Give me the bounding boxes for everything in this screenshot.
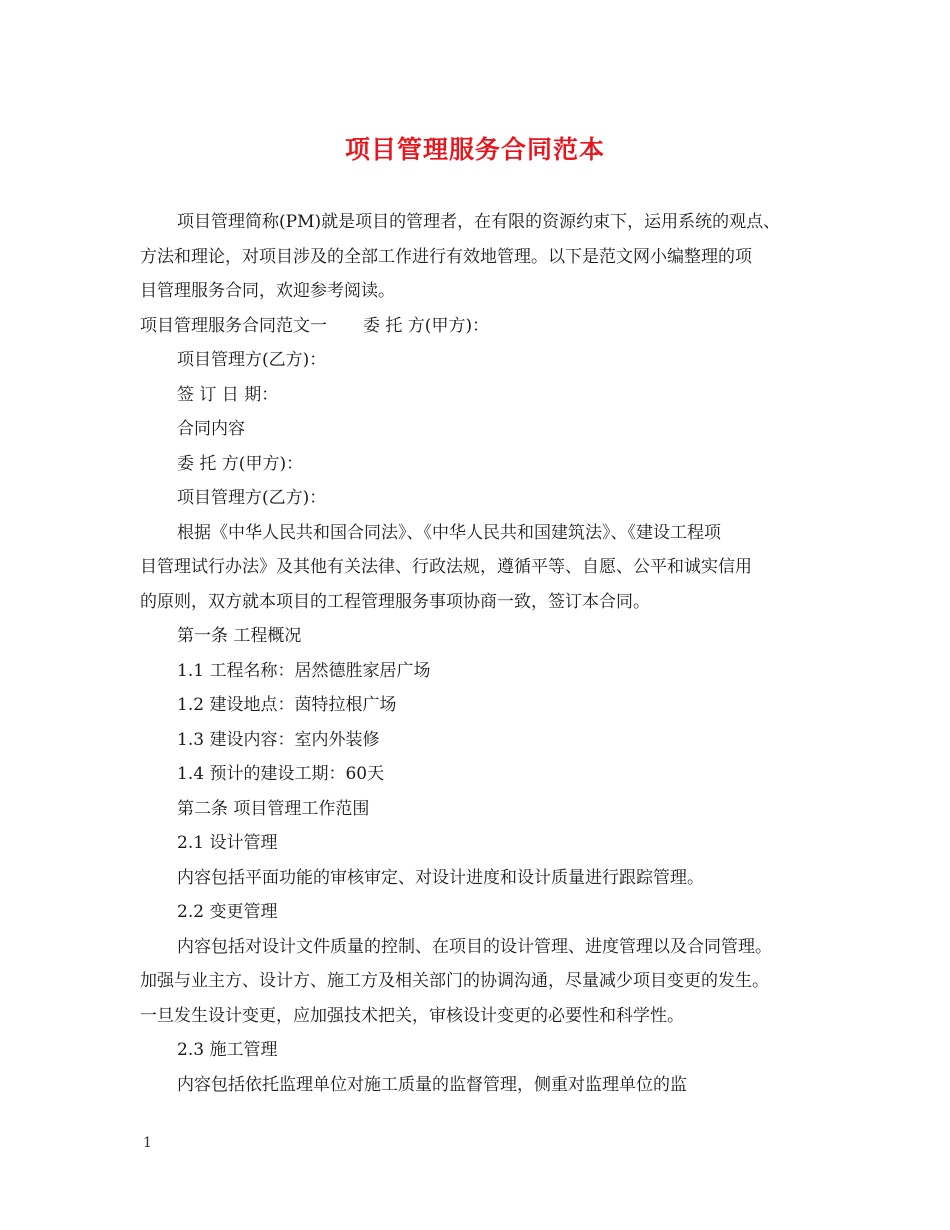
text-line: 方法和理论，对项目涉及的全部工作进行有效地管理。以下是范文网小编整理的项 bbox=[140, 246, 752, 267]
text-line: 1.4 预计的建设工期：60天 bbox=[177, 764, 385, 784]
document-body bbox=[140, 205, 840, 1102]
text-line: 第一条 工程概况 bbox=[177, 626, 302, 646]
text-line: 内容包括对设计文件质量的控制、在项目的设计管理、进度管理以及合同管理。 bbox=[177, 936, 772, 957]
text-line: 根据《中华人民共和国合同法》、《中华人民共和国建筑法》、《建设工程项 bbox=[177, 522, 721, 543]
text-line: 2.3 施工管理 bbox=[177, 1040, 278, 1060]
text-line: 委 托 方(甲方)： bbox=[177, 453, 304, 474]
text-line: 一旦发生设计变更，应加强技术把关，审核设计变更的必要性和科学性。 bbox=[140, 1005, 684, 1026]
text-line: 2.1 设计管理 bbox=[177, 833, 278, 853]
section-heading: 项目管理服务合同范文一 bbox=[140, 315, 327, 336]
text-line: 的原则，双方就本项目的工程管理服务事项协商一致，签订本合同。 bbox=[140, 591, 650, 612]
text-line: 项目管理方(乙方)： bbox=[177, 488, 327, 508]
page-number: 1 bbox=[143, 1135, 152, 1151]
text-line: 1.2 建设地点：茵特拉根广场 bbox=[177, 695, 397, 715]
text-line: 内容包括平面功能的审核审定、对设计进度和设计质量进行跟踪管理。 bbox=[177, 867, 704, 888]
spacer bbox=[327, 309, 363, 344]
document-title: 项目管理服务合同范本 bbox=[344, 135, 605, 164]
text-line: 加强与业主方、设计方、施工方及相关部门的协调沟通，尽量减少项目变更的发生。 bbox=[140, 971, 769, 991]
text-line: 项目管理简称(PM)就是项目的管理者，在有限的资源约束下，运用系统的观点、 bbox=[177, 212, 781, 232]
text-line: 目管理试行办法》及其他有关法律、行政法规，遵循平等、自愿、公平和诚实信用 bbox=[140, 557, 752, 577]
text-line bbox=[140, 309, 840, 344]
text-line: 2.2 变更管理 bbox=[177, 902, 278, 922]
text-line: 第二条 项目管理工作范围 bbox=[177, 798, 370, 819]
text-line: 合同内容 bbox=[177, 419, 245, 439]
text-line: 1.1 工程名称：居然德胜家居广场 bbox=[177, 660, 431, 681]
text-line: 签 订 日 期： bbox=[177, 384, 279, 405]
text-line: 内容包括依托监理单位对施工质量的监督管理，侧重对监理单位的监 bbox=[177, 1074, 687, 1095]
text-line: 目管理服务合同，欢迎参考阅读。 bbox=[140, 281, 395, 301]
party-label: 委 托 方(甲方)： bbox=[363, 315, 490, 336]
text-line: 项目管理方(乙方)： bbox=[177, 350, 327, 370]
text-line: 1.3 建设内容：室内外装修 bbox=[177, 729, 380, 750]
